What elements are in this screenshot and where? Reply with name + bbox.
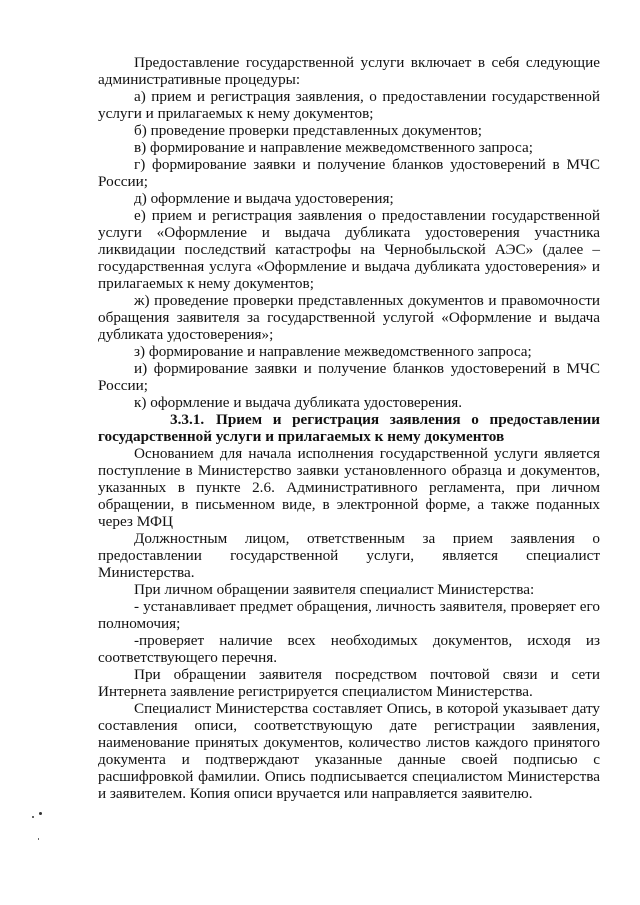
list-item-e: е) прием и регистрация заявления о предоставлении государственной услуги «Оформление и выдача дубликата удостоверения участника ликвидации последствий катастрофы на Чернобыльской АЭС» (далее – государственная услуга «Оформление и выдача дубликата удостоверения» и прилагаемых к нему документов;: [98, 207, 600, 292]
body-paragraph-personal: При личном обращении заявителя специалист Министерства:: [134, 581, 535, 598]
paragraph-intro: Предоставление государственной услуги включает в себя следующие административные процедуры:: [98, 54, 600, 88]
scan-speck: [39, 812, 42, 815]
body-paragraph-official: Должностным лицом, ответственным за прием заявления о предоставлении государственной услуги, является специалист Министерства.: [98, 530, 600, 581]
list-item-d: д) оформление и выдача удостоверения;: [134, 190, 394, 207]
document-text: [98, 54, 600, 802]
list-item-g: г) формирование заявки и получение бланков удостоверений в МЧС России;: [98, 156, 600, 190]
list-item-k: к) оформление и выдача дубликата удостоверения.: [134, 394, 463, 411]
body-item-check: -проверяет наличие всех необходимых документов, исходя из соответствующего перечня.: [98, 632, 600, 666]
list-item-zh: ж) проведение проверки представленных документов и правомочности обращения заявителя за государственной услугой «Оформление и выдача дубликата удостоверения»;: [98, 292, 600, 343]
body-paragraph-basis: Основанием для начала исполнения государственной услуги является поступление в Министерство заявки установленного образца и документов, указанных в пункте 2.6. Административного регламента, при личном обращении, в письменном виде, в электронной форме, а также поданных через МФЦ: [98, 445, 600, 530]
scan-speck: [32, 816, 34, 818]
body-paragraph-inventory: Специалист Министерства составляет Опись, в которой указывает дату составления описи, соответствующую дате регистрации заявления, наименование принятых документов, количество листов каждого принятого документа и подтверждают указанные данные своей подписью с расшифровкой фамилии. Опись подписывается специалистом Министерства и заявителем. Копия описи вручается или направляется заявителю.: [98, 700, 600, 802]
scan-speck: [38, 838, 39, 840]
body-paragraph-mail: При обращении заявителя посредством почтовой связи и сети Интернета заявление регистрируется специалистом Министерства.: [98, 666, 600, 700]
list-item-v: в) формирование и направление межведомственного запроса;: [134, 139, 533, 156]
section-number: 3.3.1.: [170, 411, 205, 428]
list-item-z: з) формирование и направление межведомственного запроса;: [134, 343, 532, 360]
list-item-a: а) прием и регистрация заявления, о предоставлении государственной услуги и прилагаемых к нему документов;: [98, 88, 600, 122]
section-heading: [98, 411, 600, 445]
list-item-i: и) формирование заявки и получение бланков удостоверений в МЧС России;: [98, 360, 600, 394]
body-item-subject: - устанавливает предмет обращения, личность заявителя, проверяет его полномочия;: [98, 598, 600, 632]
list-item-b: б) проведение проверки представленных документов;: [134, 122, 483, 139]
section-title: Прием и регистрация заявления о предоставлении государственной услуги и прилагаемых к нему документов: [98, 411, 600, 445]
